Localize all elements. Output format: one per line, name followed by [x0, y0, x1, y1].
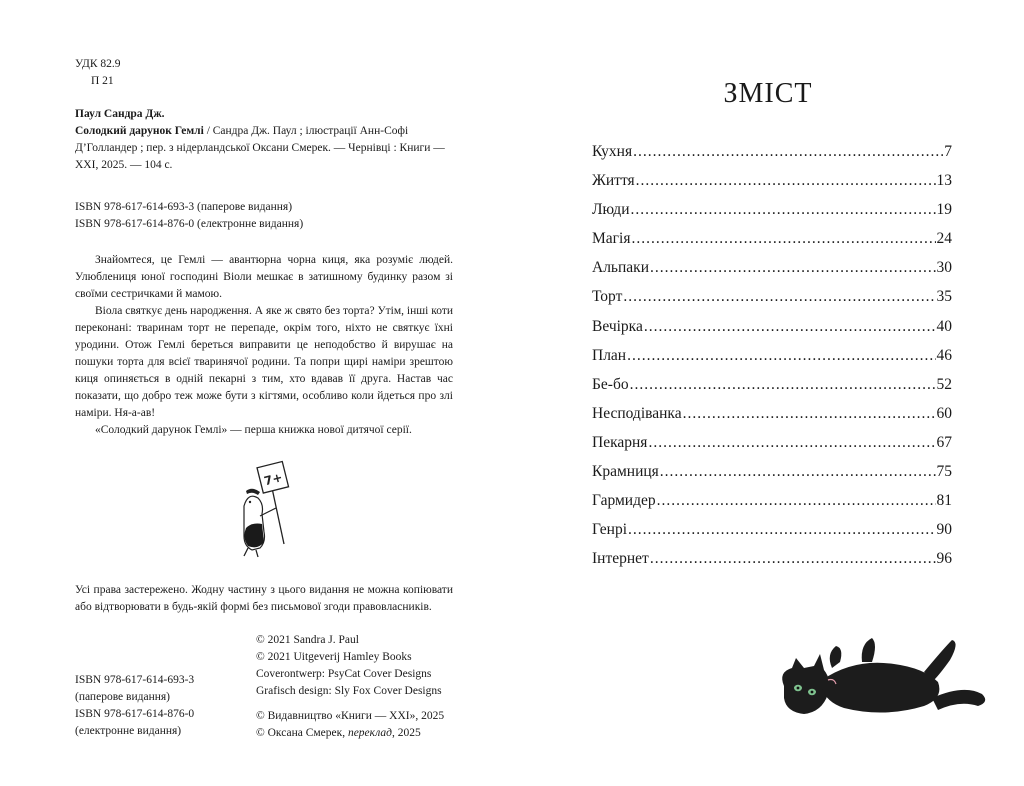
toc-entry[interactable]: [592, 550, 952, 579]
toc-entry-title: Крамниця: [592, 463, 659, 481]
toc-entry[interactable]: [592, 463, 952, 492]
copyright-line: © 2021 Uitgeverij Hamley Books: [256, 651, 412, 663]
book-title: Солодкий дарунок Гемлі: [75, 125, 204, 137]
author-mark: П 21: [91, 75, 114, 87]
toc-entry-page: 52: [936, 375, 952, 393]
toc-entry[interactable]: [592, 521, 952, 550]
toc-entry-title: Гармидер: [592, 492, 656, 510]
toc-leader-dots: [683, 405, 936, 423]
contents-title: ЗМІСТ: [723, 78, 813, 109]
toc-leader-dots: [627, 347, 935, 365]
toc-leader-dots: [650, 550, 936, 568]
toc-entry[interactable]: [592, 405, 952, 434]
toc-entry-page: 60: [936, 404, 952, 422]
toc-entry-title: Бе-бо: [592, 375, 629, 393]
toc-leader-dots: [650, 259, 936, 277]
toc-entry-title: Генрі: [592, 521, 628, 539]
copyright-line: Coverontwerp: PsyCat Cover Designs: [256, 668, 432, 680]
toc-entry-page: 19: [936, 201, 952, 219]
toc-entry-page: 67: [936, 433, 952, 451]
toc-leader-dots: [644, 318, 936, 336]
toc-leader-dots: [623, 288, 935, 306]
toc-leader-dots: [636, 172, 936, 190]
annotation-paragraph: «Солодкий дарунок Гемлі» — перша книжка нової дитячої серії.: [95, 424, 412, 436]
toc-entry-page: 90: [936, 521, 952, 539]
author-heading: Паул Сандра Дж.: [75, 108, 165, 120]
toc-entry[interactable]: [592, 259, 952, 288]
isbn-print: ISBN 978-617-614-693-3 (паперове видання): [75, 201, 293, 213]
toc-entry[interactable]: [592, 172, 952, 201]
annotation-paragraph: Знайомтеся, це Гемлі — авантюрна чорна киця, яка розуміє людей. Улюблениця юної господині Віоли мешкає в затишному будинку разом зі своїми сестричками й мамою.: [75, 254, 453, 300]
udk-code: УДК 82.9: [75, 58, 121, 70]
toc-entry-page: 75: [936, 463, 952, 481]
toc-entry-title: Альпаки: [592, 259, 649, 277]
toc-entry-title: Життя: [592, 172, 635, 190]
udk-block: [75, 56, 453, 90]
toc-entry[interactable]: [592, 434, 952, 463]
rights-notice: Усі права застережено. Жодну частину з цього видання не можна копіювати або відтворювати в будь-якій формі без письмової згоди правовласників.: [75, 584, 453, 613]
toc-entry-title: Торт: [592, 288, 623, 306]
isbn-electronic: ISBN 978-617-614-876-0: [75, 708, 195, 720]
publisher-copyright: © Видавництво «Книги — ХХІ», 2025: [256, 710, 445, 722]
toc-entry-page: 46: [936, 346, 952, 364]
annotation: [75, 252, 453, 439]
toc-entry-page: 81: [936, 492, 952, 510]
copyright-line: © 2021 Sandra J. Paul: [256, 634, 359, 646]
isbn-print-note: (паперове видання): [75, 691, 171, 703]
translator-copyright: © Оксана Смерек, переклад, 2025: [256, 727, 421, 739]
toc-leader-dots: [648, 434, 935, 452]
toc-entry-title: Вечірка: [592, 317, 643, 335]
toc-entry[interactable]: [592, 347, 952, 376]
bibliographic-record: [75, 106, 453, 174]
toc-entry-title: Люди: [592, 201, 630, 219]
toc-entry[interactable]: [592, 230, 952, 259]
toc-leader-dots: [628, 521, 935, 539]
copyright-line: Grafisch design: Sly Fox Cover Designs: [256, 685, 442, 697]
contents-page: [512, 0, 1024, 786]
toc-entry-page: 7: [944, 143, 952, 160]
toc-entry-title: План: [592, 346, 627, 364]
toc-entry[interactable]: [592, 492, 952, 521]
alpaca-with-sign-illustration: [222, 458, 302, 558]
toc-entry-page: 96: [936, 550, 952, 568]
toc-entry-page: 30: [936, 259, 952, 277]
toc-leader-dots: [657, 492, 936, 510]
black-cat-illustration: [774, 628, 992, 724]
isbn-print: ISBN 978-617-614-693-3: [75, 674, 195, 686]
isbn-block-bottom: [75, 672, 235, 740]
age-sign-label: 7+: [262, 470, 284, 489]
toc-entry-title: Кухня: [592, 143, 633, 160]
toc-entry-title: Інтернет: [592, 550, 649, 568]
toc-entry[interactable]: [592, 201, 952, 230]
isbn-block-top: [75, 199, 453, 233]
toc-leader-dots: [660, 463, 936, 481]
toc-leader-dots: [630, 376, 936, 394]
toc-entry[interactable]: [592, 376, 952, 405]
toc-entry-page: 40: [936, 317, 952, 335]
toc-entry[interactable]: [592, 318, 952, 347]
toc-entry-title: Несподіванка: [592, 404, 682, 422]
copyright-block: [256, 632, 476, 742]
toc-leader-dots: [631, 230, 935, 248]
toc-leader-dots: [631, 201, 936, 219]
toc-entry-title: Пекарня: [592, 433, 648, 451]
annotation-paragraph: Віола святкує день народження. А яке ж свято без торта? Утім, інші коти переконані: тваринам торт не перепаде, окрім того, ніхто не святкує їхні уродини. Отож Гемлі береться виправити це неподобство й вирушає на пошуки торта для всієї тваринячої родини. Та попри щирі наміри зрештою киця опиняється в одній пекарні з тим, хто вдавав її друга. Настав час показати, що добро теж може бути з кігтями, особливо коли йдеться про злі наміри. Ня-а-ав!: [75, 305, 453, 419]
isbn-electronic: ISBN 978-617-614-876-0 (електронне видання): [75, 218, 304, 230]
table-of-contents: [592, 143, 952, 579]
isbn-electronic-note: (електронне видання): [75, 725, 182, 737]
toc-entry-page: 13: [936, 172, 952, 190]
toc-leader-dots: [633, 143, 943, 161]
toc-entry[interactable]: [592, 143, 952, 172]
toc-entry-page: 35: [936, 288, 952, 306]
toc-entry-page: 24: [936, 230, 952, 248]
toc-entry-title: Магія: [592, 230, 631, 248]
toc-entry[interactable]: [592, 288, 952, 317]
bib-description: / Сандра Дж. Паул ; ілюстрації Анн-Софі Д’Голландер ; пер. з нідерландської Оксани Смерек. — Чернівці : Книги — ХХІ, 2025. — 104 с.: [75, 125, 445, 171]
